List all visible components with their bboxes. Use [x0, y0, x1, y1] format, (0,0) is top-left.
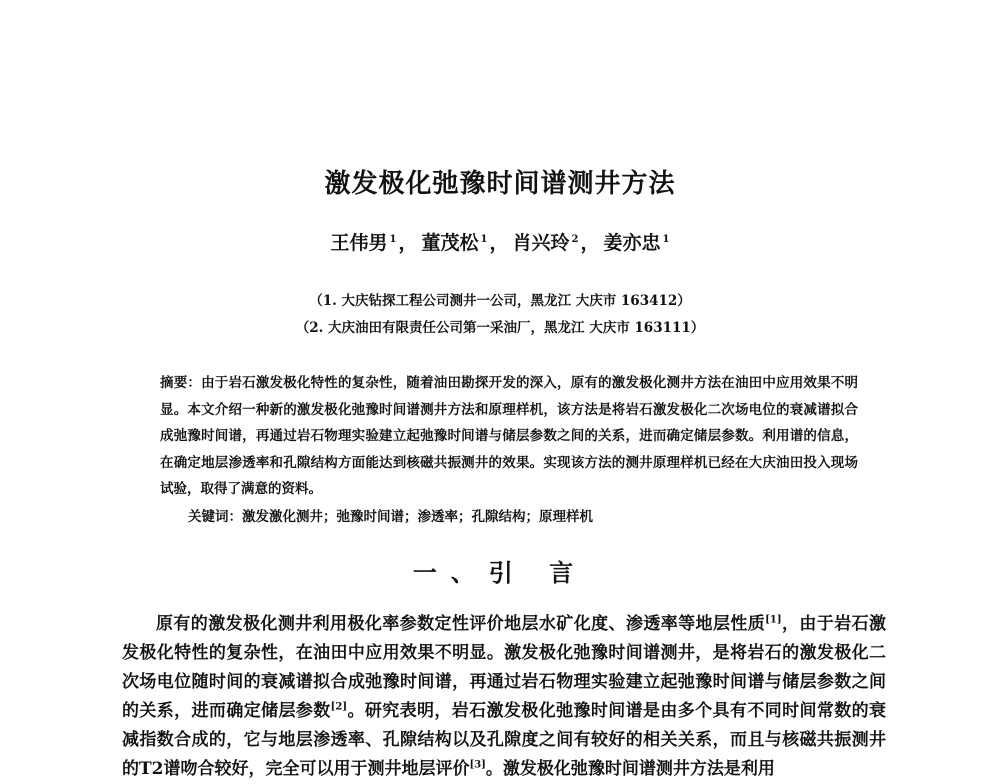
affiliation-1: （1. 大庆钻探工程公司测井一公司，黑龙江 大庆市 163412）	[309, 293, 691, 309]
citation-ref: [2]	[330, 701, 348, 713]
author-affiliation-mark: 1	[389, 233, 397, 245]
author-affiliation-mark: 2	[571, 233, 579, 245]
author-separator: ，	[489, 232, 509, 254]
author	[331, 232, 397, 254]
author	[604, 232, 670, 254]
keywords	[188, 505, 593, 525]
author-name: 王伟男	[330, 232, 388, 254]
author-name: 姜亦忠	[603, 232, 661, 254]
body-text-segment: 原有的激发极化测井利用极化率参数定性评价地层水矿化度、渗透率等地层性质	[156, 614, 766, 634]
keywords-text: 激发激化测井；弛豫时间谱；渗透率；孔隙结构；原理样机	[242, 509, 593, 525]
abstract-text: 由于岩石激发极化特性的复杂性，随着油田勘探开发的深入，原有的激发极化测井方法在油田中应用效果不明显。本文介绍一种新的激发极化弛豫时间谱测井方法和原理样机，该方法是将岩石激发极化二次场电位的衰减谱拟合成弛豫时间谱，再通过岩石物理实验建立起弛豫时间谱与储层参数之间的关系，进而确定储层参数。利用谱的信息，在确定地层渗透率和孔隙结构方面能达到核磁共振测井的效果。实现该方法的测井原理样机已经在大庆油田投入现场试验，取得了满意的资料。	[160, 375, 859, 497]
citation-ref: [3]	[469, 759, 486, 771]
citation-ref: [1]	[765, 614, 782, 626]
author-affiliation-mark: 1	[480, 233, 488, 245]
abstract-label: 摘要：	[160, 375, 202, 391]
author	[513, 232, 579, 254]
body-text-segment: ，由于岩石激发极化特性的复杂性，在油田中应用效果不明显。激发极化弛豫时间谱测井，是将岩石的激发极化二次场电位随时间的衰减谱拟合成弛豫时间谱，再通过岩石物理实验建立起弛豫时间谱与储层参数之间的关系，进而确定储层参数	[122, 614, 887, 721]
abstract	[160, 370, 858, 503]
affiliation-2: （2. 大庆油田有限责任公司第一采油厂，黑龙江 大庆市 163111）	[295, 320, 705, 336]
author	[422, 232, 488, 254]
paper-title: 激发极化弛豫时间谱测井方法	[324, 169, 676, 199]
author-line	[0, 228, 1000, 255]
body-text-segment: 。研究表明，岩石激发极化弛豫时间谱是由多个具有不同时间常数的衰减指数合成的，它与地层渗透率、孔隙结构以及孔隙度之间有较好的相关关系，而且与核磁共振测井的T2谱吻合较好，完全可以用于测井地层评价	[122, 701, 887, 779]
section-heading: 一、引 言	[412, 558, 588, 587]
author-affiliation-mark: 1	[662, 233, 670, 245]
keywords-label: 关键词：	[188, 509, 242, 525]
author-separator: ，	[580, 232, 600, 254]
body-text-segment: 。激发极化弛豫时间谱测井方法是利用	[485, 759, 775, 779]
body-paragraph	[122, 610, 887, 779]
author-name: 肖兴玲	[512, 232, 570, 254]
author-separator: ，	[398, 232, 418, 254]
author-name: 董茂松	[421, 232, 479, 254]
